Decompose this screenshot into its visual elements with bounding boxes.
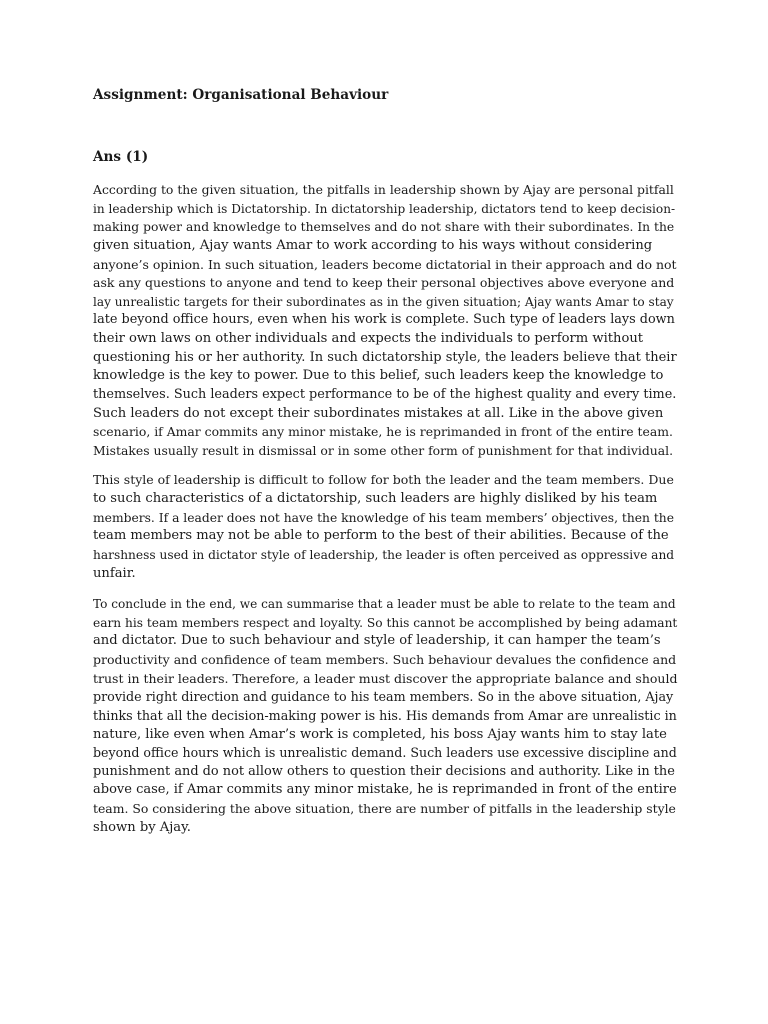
paragraph-line: trust in their leaders. Therefore, a leader must discover the appropriate balance and should bbox=[93, 670, 678, 686]
paragraph-line: themselves. Such leaders expect performance to be of the highest quality and every time. bbox=[93, 386, 677, 402]
paragraph-line: late beyond office hours, even when his work is complete. Such type of leaders lays down bbox=[93, 312, 675, 328]
paragraph-line: members. If a leader does not have the knowledge of his team members’ objectives, then the bbox=[93, 510, 674, 525]
document-title: Assignment: Organisational Behaviour bbox=[93, 87, 389, 103]
paragraph-line: team members may not be able to perform to the best of their abilities. Because of the bbox=[93, 528, 669, 544]
paragraph-line: provide right direction and guidance to his team members. So in the above situation, Ajay bbox=[93, 689, 674, 705]
paragraph-line: shown by Ajay. bbox=[93, 819, 191, 835]
document-page bbox=[93, 86, 677, 837]
paragraph-line: productivity and confidence of team members. Such behaviour devalues the confidence and bbox=[93, 652, 677, 667]
paragraph-line: questioning his or her authority. In such dictatorship style, the leaders believe that their bbox=[93, 349, 677, 365]
paragraph-line: harshness used in dictator style of leadership, the leader is often perceived as oppressive and bbox=[93, 547, 675, 562]
paragraph-line: This style of leadership is difficult to follow for both the leader and the team members. Due bbox=[93, 472, 674, 488]
paragraph-line: lay unrealistic targets for their subordinates as in the given situation; Ajay wants Amar to stay bbox=[93, 294, 674, 309]
paragraph-line: in leadership which is Dictatorship. In dictatorship leadership, dictators tend to keep decision- bbox=[93, 201, 676, 216]
paragraph-line: Mistakes usually result in dismissal or in some other form of punishment for that individual. bbox=[93, 442, 674, 458]
paragraph-line: earn his team members respect and loyalty. So this cannot be accomplished by being adamant bbox=[93, 615, 678, 630]
paragraph-line: given situation, Ajay wants Amar to work according to his ways without considering bbox=[93, 237, 653, 253]
paragraph-2 bbox=[93, 471, 677, 583]
paragraph-line: punishment and do not allow others to question their decisions and authority. Like in the bbox=[93, 763, 675, 779]
paragraph-line: According to the given situation, the pitfalls in leadership shown by Ajay are personal pitfall bbox=[93, 182, 674, 197]
paragraph-line: nature, like even when Amar’s work is completed, his boss Ajay wants him to stay late bbox=[93, 726, 667, 742]
paragraph-line: To conclude in the end, we can summarise that a leader must be able to relate to the team and bbox=[93, 597, 676, 612]
paragraph-line: anyone’s opinion. In such situation, leaders become dictatorial in their approach and do not bbox=[93, 256, 677, 272]
paragraph-line: scenario, if Amar commits any minor mistake, he is reprimanded in front of the entire team. bbox=[93, 424, 673, 440]
paragraph-line: and dictator. Due to such behaviour and style of leadership, it can hamper the team’s bbox=[93, 633, 661, 649]
paragraph-line: beyond office hours which is unrealistic demand. Such leaders use excessive discipline and bbox=[93, 745, 677, 761]
paragraph-line: knowledge is the key to power. Due to this belief, such leaders keep the knowledge to bbox=[93, 368, 664, 384]
paragraph-line: Such leaders do not except their subordinates mistakes at all. Like in the above given bbox=[93, 405, 664, 421]
paragraph-3 bbox=[93, 595, 677, 837]
paragraph-line: to such characteristics of a dictatorship, such leaders are highly disliked by his team bbox=[93, 491, 658, 506]
paragraph-line: thinks that all the decision-making power is his. His demands from Amar are unrealistic in bbox=[93, 707, 677, 723]
answer-heading: Ans (1) bbox=[93, 149, 149, 165]
paragraph-line: ask any questions to anyone and tend to keep their personal objectives above everyone and bbox=[93, 275, 675, 291]
paragraph-line: unfair. bbox=[93, 565, 136, 581]
paragraph-line: making power and knowledge to themselves and do not share with their subordinates. In the bbox=[93, 220, 675, 235]
paragraph-line: above case, if Amar commits any minor mistake, he is reprimanded in front of the entire bbox=[93, 782, 677, 798]
answer-body bbox=[93, 181, 677, 837]
paragraph-line: team. So considering the above situation, there are number of pitfalls in the leadership style bbox=[93, 801, 676, 816]
paragraph-line: their own laws on other individuals and expects the individuals to perform without bbox=[93, 331, 644, 346]
paragraph-1 bbox=[93, 181, 677, 460]
